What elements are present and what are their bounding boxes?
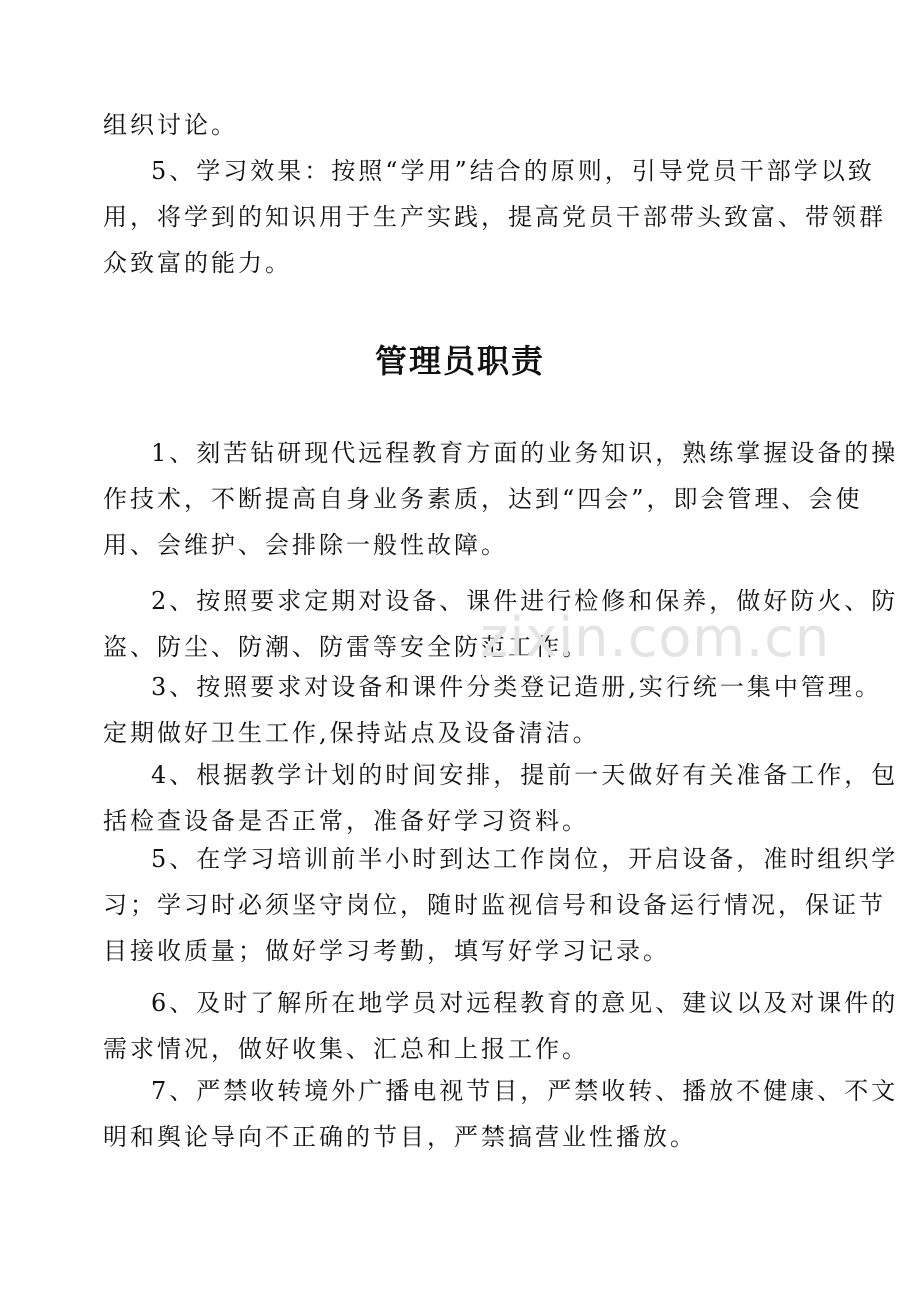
duty-line: 明和舆论导向不正确的节目，严禁搞营业性播放。	[103, 1123, 697, 1151]
intro-line: 5、学习效果：按照“学用”结合的原则，引导党员干部学以致	[151, 157, 875, 185]
duty-item-1	[103, 430, 899, 568]
duty-line: 括检查设备是否正常，准备好学习资料。	[103, 807, 589, 835]
duty-item-2	[103, 578, 899, 670]
duty-line: 5、在学习培训前半小时到达工作岗位，开启设备，准时组织学	[151, 845, 899, 873]
duty-line: 盗、防尘、防潮、防雷等安全防范工作。	[103, 633, 589, 661]
duty-item-3	[103, 664, 882, 756]
duty-line: 2、按照要求定期对设备、课件进行检修和保养，做好防火、防	[151, 587, 899, 615]
duty-line: 6、及时了解所在地学员对远程教育的意见、建议以及对课件的	[151, 989, 899, 1017]
duty-line: 4、根据教学计划的时间安排，提前一天做好有关准备工作，包	[151, 761, 899, 789]
intro-line: 组织讨论。	[103, 111, 238, 139]
duty-item-5	[103, 836, 899, 974]
duty-line: 目接收质量；做好学习考勤，填写好学习记录。	[103, 937, 670, 965]
duty-line: 1、刻苦钻研现代远程教育方面的业务知识，熟练掌握设备的操	[151, 439, 899, 467]
duty-line: 需求情况，做好收集、汇总和上报工作。	[103, 1035, 589, 1063]
duty-line: 7、严禁收转境外广播电视节目，严禁收转、播放不健康、不文	[151, 1077, 899, 1105]
duty-line: 用、会维护、会排除一般性故障。	[103, 531, 508, 559]
watermark: zixin.com.cn	[480, 606, 831, 669]
intro-line: 用，将学到的知识用于生产实践，提高党员干部带头致富、带领群	[103, 203, 886, 231]
duty-item-7	[103, 1068, 899, 1160]
duty-item-6	[103, 980, 899, 1072]
duty-line: 作技术，不断提高自身业务素质，达到“四会”，即会管理、会使	[103, 485, 863, 513]
duty-line: 定期做好卫生工作,保持站点及设备清洁。	[103, 719, 600, 747]
duty-line: 3、按照要求对设备和课件分类登记造册,实行统一集中管理。	[151, 673, 882, 701]
intro-line: 众致富的能力。	[103, 249, 292, 277]
duty-line: 习；学习时必须坚守岗位，随时监视信号和设备运行情况，保证节	[103, 891, 886, 919]
duty-item-4	[103, 752, 899, 844]
intro-paragraph	[103, 102, 886, 286]
page-title: 管理员职责	[374, 342, 545, 380]
